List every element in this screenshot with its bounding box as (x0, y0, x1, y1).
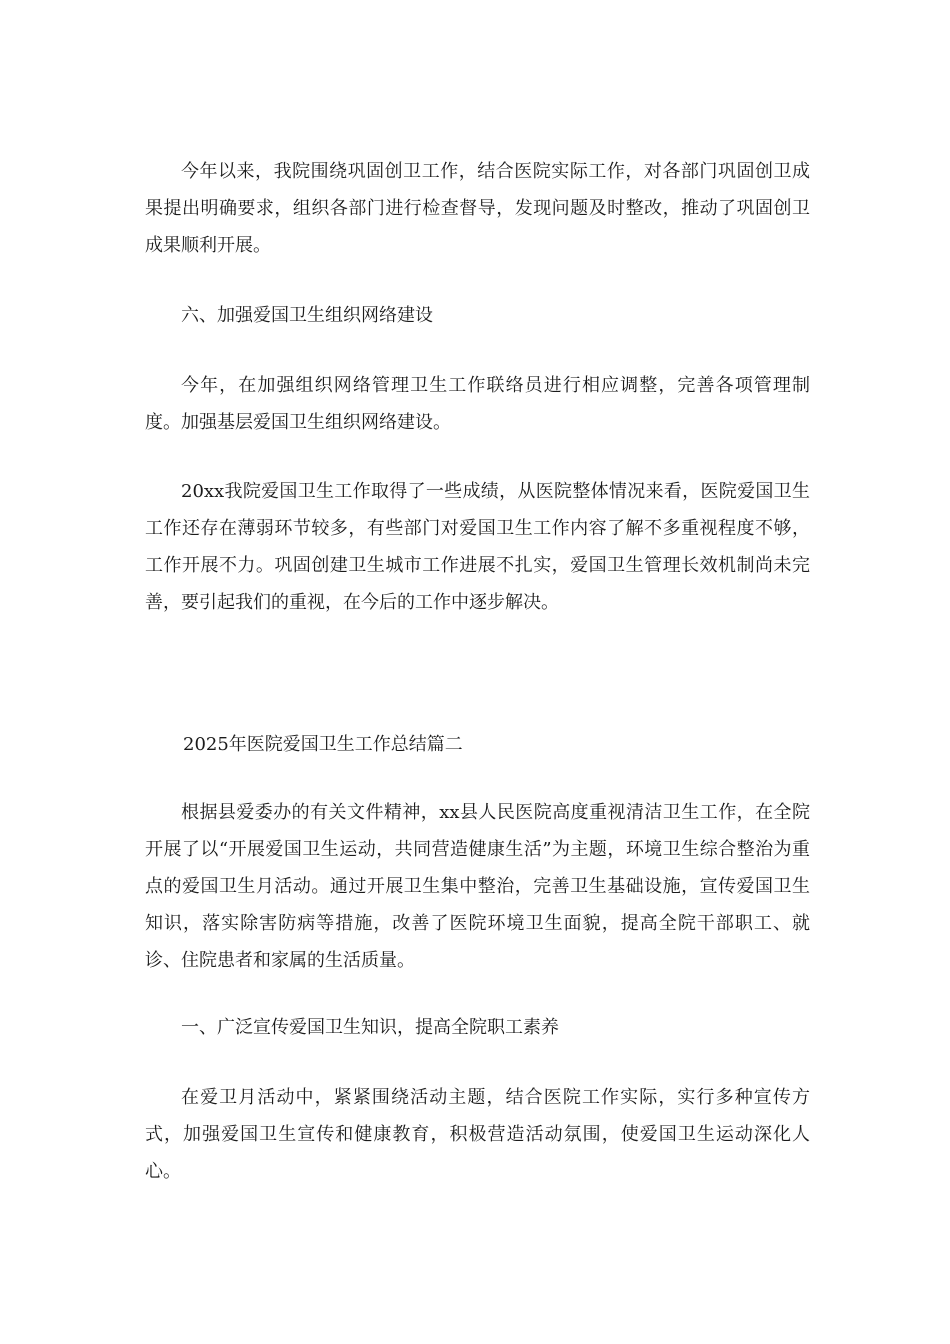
paragraph-network: 今年，在加强组织网络管理卫生工作联络员进行相应调整，完善各项管理制度。加强基层爱国卫生组织网络建设。 (145, 375, 810, 433)
section-heading-six: 六、加强爱国卫生组织网络建设 (181, 305, 433, 326)
paragraph-summary-20xx: 20xx我院爱国卫生工作取得了一些成绩，从医院整体情况来看，医院爱国卫生工作还存在薄弱环节较多，有些部门对爱国卫生工作内容了解不多重视程度不够，工作开展不力。巩固创建卫生城市工作进展不扎实，爱国卫生管理长效机制尚未完善，要引起我们的重视，在今后的工作中逐步解决。 (145, 481, 810, 613)
article-title: 2025年医院爱国卫生工作总结篇二 (183, 734, 463, 755)
paragraph-intro: 根据县爱委办的有关文件精神，xx县人民医院高度重视清洁卫生工作，在全院开展了以“开展爱国卫生运动，共同营造健康生活”为主题，环境卫生综合整治为重点的爱国卫生月活动。通过开展卫生集中整治，完善卫生基础设施，宣传爱国卫生知识，落实除害防病等措施，改善了医院环境卫生面貌，提高全院干部职工、就诊、住院患者和家属的生活质量。 (145, 802, 810, 971)
section-heading-one: 一、广泛宣传爱国卫生知识，提高全院职工素养 (181, 1017, 559, 1038)
paragraph-publicity: 在爱卫月活动中，紧紧围绕活动主题，结合医院工作实际，实行多种宣传方式，加强爱国卫生宣传和健康教育，积极营造活动氛围，使爱国卫生运动深化人心。 (145, 1087, 810, 1182)
paragraph-consolidation: 今年以来，我院围绕巩固创卫工作，结合医院实际工作，对各部门巩固创卫成果提出明确要求，组织各部门进行检查督导，发现问题及时整改，推动了巩固创卫成果顺利开展。 (145, 161, 810, 256)
